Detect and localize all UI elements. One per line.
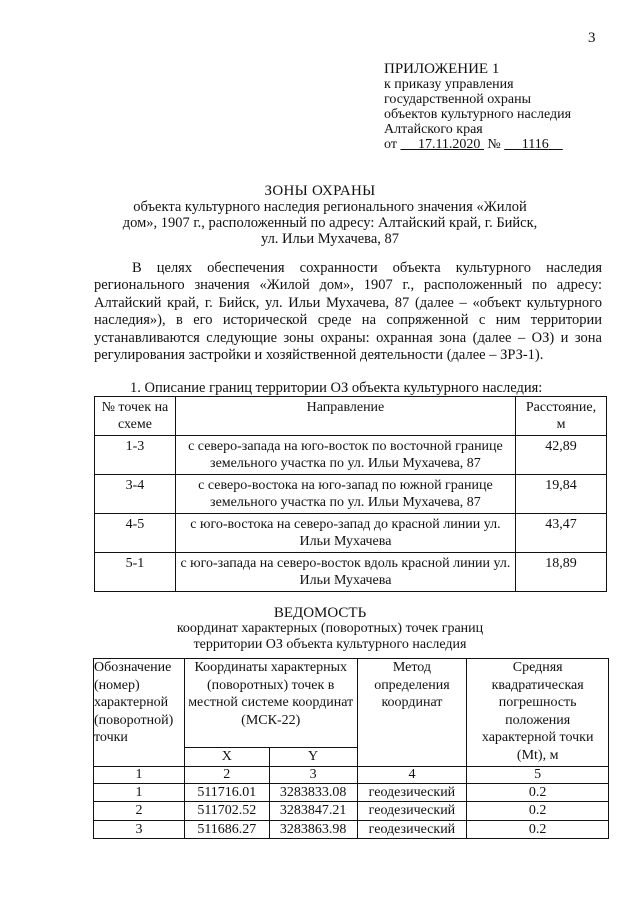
appendix-block — [384, 62, 624, 152]
header-coordinates: Координаты характерных (поворотных) точек в местной системе координат (МСК-22) — [184, 659, 357, 748]
order-number: 1116 — [521, 137, 549, 152]
number-label: № — [487, 137, 501, 152]
appendix-line: к приказу управления — [384, 77, 514, 92]
header-distance: Расстояние, м — [516, 397, 607, 436]
from-label: от — [384, 137, 397, 152]
appendix-heading: ПРИЛОЖЕНИЕ 1 — [384, 61, 500, 77]
table-row: 5-1 с юго-запада на северо-восток вдоль красной линии ул. Ильи Мухачева 18,89 — [95, 553, 607, 592]
header-x: X — [184, 748, 269, 767]
boundary-table — [94, 396, 607, 592]
table-row: 3-4 с северо-востока на юго-запад по южной границе земельного участка по ул. Ильи Мухачева, 87 19,84 — [95, 475, 607, 514]
document-subtitle: объекта культурного наследия регионального значения «Жилой дом», 1907 г., расположенный по адресу: Алтайский край, г. Бийск, ул. Ильи Мухачева, 87 — [122, 199, 538, 247]
table-row: 3 511686.27 3283863.98 геодезический 0.2 — [94, 820, 609, 839]
header-method: Метод определения координат — [357, 659, 467, 767]
section-1-title: 1. Описание границ территории ОЗ объекта культурного наследия: — [130, 380, 543, 396]
vedomost-title: ВЕДОМОСТЬ — [273, 605, 367, 621]
header-points: № точек на схеме — [95, 397, 176, 436]
intro-paragraph: В целях обеспечения сохранности объекта культурного наследия регионального значения «Жилой дом», 1907 г., расположенный по адресу: Алтайский край, г. Бийск, ул. Ильи Мухачева, 87 (далее – «объект культурного наследия»), в его исторической среде на сопряженной с ним территории устанавливаются следующие зоны охраны: охранная зона (далее – ОЗ) и зона регулирования застройки и хозяйственной деятельности (далее – ЗРЗ-1). — [94, 260, 602, 364]
page-number: 3 — [588, 30, 596, 46]
table-header-row — [95, 397, 607, 436]
header-direction: Направление — [175, 397, 515, 436]
order-date: 17.11.2020 — [417, 137, 481, 152]
header-y: Y — [269, 748, 357, 767]
coordinates-table — [93, 658, 609, 839]
table-row: 2 511702.52 3283847.21 геодезический 0.2 — [94, 802, 609, 821]
appendix-date-line — [384, 137, 624, 152]
header-designation: Обозначение (номер) характерной (поворотной) точки — [94, 659, 185, 767]
appendix-line: объектов культурного наследия — [384, 107, 572, 122]
vedomost-subtitle: координат характерных (поворотных) точек границ территории ОЗ объекта культурного наследия — [176, 621, 484, 652]
table-row: 4-5 с юго-востока на северо-запад до красной линии ул. Ильи Мухачева 43,47 — [95, 514, 607, 553]
appendix-line: Алтайского края — [384, 122, 483, 137]
table-row: 1 511716.01 3283833.08 геодезический 0.2 — [94, 783, 609, 802]
column-number-row: 1 2 3 4 5 — [94, 766, 609, 783]
document-title: ЗОНЫ ОХРАНЫ — [264, 183, 376, 199]
table-header-row — [94, 659, 609, 748]
table-row: 1-3 с северо-запада на юго-восток по восточной границе земельного участка по ул. Ильи Мухачева, 87 42,89 — [95, 436, 607, 475]
header-error: Средняя квадратическая погрешность положения характерной точки (Mt), м — [467, 659, 609, 767]
appendix-line: государственной охраны — [384, 92, 532, 107]
